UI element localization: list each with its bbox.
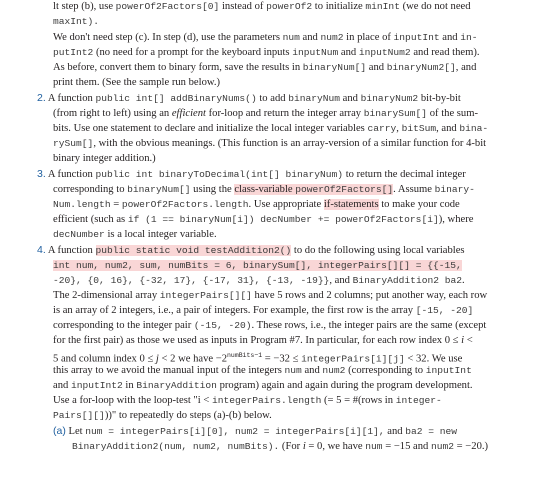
code-span: bina-: [459, 123, 489, 134]
code-span: minInt: [365, 1, 400, 12]
text-span: 5 and column index 0 ≤: [53, 353, 156, 365]
text-span: program) again and again during the program development.: [216, 380, 473, 391]
code-span: integerPairs.length: [211, 395, 322, 406]
code-span: bitSum: [401, 123, 437, 134]
text-span: and: [439, 32, 461, 43]
text-span: = 0, we have: [305, 441, 366, 452]
text-line: [53, 349, 463, 365]
text-span: in: [122, 380, 137, 391]
code-span: num: [365, 441, 383, 452]
text-line: [37, 92, 461, 105]
code-span: powerOf2Factors[]: [295, 184, 394, 195]
text-span: (corresponding to: [345, 365, 426, 376]
text-span: Let: [65, 426, 86, 437]
code-span: binaryNum: [288, 93, 341, 104]
text-span: to add: [256, 93, 289, 104]
text-span: corresponding to: [53, 184, 128, 195]
text-span: of the sum-: [427, 108, 478, 119]
text-span: ,: [396, 123, 402, 134]
code-span: inputNum2: [358, 47, 411, 58]
text-span: . Assume: [393, 184, 435, 195]
text-span: bit-by-bit: [418, 93, 461, 104]
text-span: in place of: [343, 32, 394, 43]
text-line: [53, 137, 486, 150]
text-span: instead of: [219, 1, 267, 12]
code-span: binary-: [434, 184, 475, 195]
code-span: public int binaryToDecimal(int[] binaryNum): [95, 169, 344, 180]
text-span: print them. (See the sample run below.): [53, 77, 221, 88]
text-span: have 5 rows and 2 columns; put another way, each row: [251, 290, 488, 301]
text-line: [53, 76, 220, 89]
code-span: maxInt).: [53, 16, 100, 27]
text-span: and: [301, 365, 323, 376]
text-span: to make your code: [378, 199, 460, 210]
text-span: < 32. We use: [404, 353, 463, 365]
text-span: i: [461, 335, 465, 346]
code-span: (-15, -20): [193, 320, 252, 331]
text-span: bits. Use one statement to declare and initialize the local integer variables: [53, 123, 368, 134]
text-line: [53, 107, 478, 120]
code-span: inputInt2: [70, 380, 123, 391]
list-number: 2.: [37, 92, 46, 104]
text-span: to return the decimal integer: [343, 169, 466, 180]
code-span: BinaryAddition: [136, 380, 217, 391]
text-line: [53, 198, 460, 211]
text-line: [53, 409, 272, 422]
text-span: (no need for a prompt for the keyboard inputs: [93, 47, 293, 58]
text-line: [53, 259, 462, 272]
text-span: , and: [329, 275, 353, 286]
text-line: [53, 304, 473, 317]
text-span: = −32 ≤: [262, 353, 302, 365]
list-number: 3.: [37, 168, 46, 180]
text-line: [53, 122, 488, 135]
text-span: is a local integer variable.: [104, 229, 217, 240]
list-number: (a): [53, 425, 66, 437]
text-line: [53, 334, 473, 347]
code-span: carry: [367, 123, 397, 134]
text-span: (For: [279, 441, 303, 452]
text-span: using the: [190, 184, 235, 195]
code-span: powerOf2: [266, 1, 313, 12]
text-line: [53, 425, 457, 438]
text-span: = −15 and: [382, 441, 431, 452]
text-line: [53, 394, 442, 407]
text-span: = −20.): [454, 441, 489, 452]
text-span: and: [338, 47, 359, 58]
text-span: < 2 we have −2: [158, 353, 228, 365]
code-span: int num, num2, sum, numBits = 6, binarySum[], integerPairs[][] = {{-15,: [53, 260, 462, 271]
text-line: [37, 244, 465, 257]
text-span: and read them).: [410, 47, 480, 58]
code-span: num: [284, 365, 302, 376]
text-span: and: [384, 426, 406, 437]
text-line: [53, 15, 99, 28]
code-span: binaryNum2: [360, 93, 419, 104]
text-line: [53, 364, 472, 377]
code-span: num2: [322, 365, 346, 376]
code-span: num: [282, 32, 300, 43]
text-span: to initialize: [312, 1, 366, 12]
text-span: (= 5 = #(rows in: [321, 395, 396, 406]
text-span: ), where: [438, 214, 474, 225]
text-line: [53, 379, 473, 392]
text-line: [53, 319, 486, 332]
text-span: (from right to left) using an: [53, 108, 172, 119]
code-span: binarySum[]: [363, 108, 428, 119]
code-span: BinaryAddition2 ba2: [352, 275, 462, 286]
text-span: <: [464, 335, 473, 346]
code-span: Pairs[][]: [53, 410, 105, 421]
code-span: in-: [460, 32, 478, 43]
code-span: num2: [431, 441, 455, 452]
text-line: [53, 228, 217, 241]
text-span: , and: [455, 62, 477, 73]
text-span: Use a for-loop with the loop-test "i <: [53, 395, 212, 406]
text-span: We don't need step (c). In step (d), use the parameters: [53, 32, 283, 43]
text-line: [53, 0, 471, 13]
code-span: public static void testAddition2(): [95, 245, 292, 256]
text-span: and: [340, 93, 361, 104]
code-span: decNumber: [53, 229, 105, 240]
text-span: binary integer addition.): [53, 153, 156, 164]
text-span: As before, convert them to binary form, save the results in: [53, 62, 303, 73]
code-span: num2: [320, 32, 344, 43]
text-span: and: [53, 380, 71, 391]
text-line: [53, 289, 487, 302]
text-span: numBits−1: [227, 352, 263, 359]
code-span: inputNum: [292, 47, 339, 58]
text-span: . Use appropriate: [248, 199, 324, 210]
text-line: [53, 183, 475, 196]
code-span: binaryNum[]: [302, 62, 367, 73]
code-span: integerPairs[i][j]: [301, 353, 405, 365]
code-span: integer-: [395, 395, 442, 406]
code-span: integerPairs[][]: [159, 290, 252, 301]
text-line: [53, 61, 476, 74]
text-span: ))" to repeatedly do steps (a)-(b) below.: [104, 410, 272, 421]
text-span: class-variable: [234, 184, 296, 195]
code-span: ba2 = new: [405, 426, 458, 437]
code-span: rySum[]: [53, 138, 94, 149]
code-span: powerOf2Factors[0]: [115, 1, 220, 12]
text-span: The 2-dimensional array: [53, 290, 160, 301]
list-number: 4.: [37, 244, 46, 256]
text-span: A function: [45, 169, 96, 180]
text-span: if-statements: [323, 199, 379, 210]
code-span: binaryNum[]: [127, 184, 191, 195]
code-span: [-15, -20]: [415, 305, 474, 316]
text-span: (we do not need: [399, 1, 471, 12]
text-line: [53, 152, 156, 165]
text-line: [53, 46, 480, 59]
text-span: for-loop and return the integer array: [205, 108, 364, 119]
text-span: , with the obvious meanings. (This function is an array-version of a similar function for 4-bit: [93, 138, 487, 149]
code-span: num = integerPairs[i][0], num2 = integerPairs[i][1],: [85, 426, 385, 437]
text-span: efficient: [171, 108, 206, 119]
text-line: [37, 168, 466, 181]
code-span: Num.length: [53, 199, 111, 210]
text-span: corresponding to the integer pair: [53, 320, 194, 331]
text-span: and: [299, 32, 321, 43]
text-span: i: [302, 441, 306, 452]
text-span: efficient (such as: [53, 214, 128, 225]
text-span: A function: [45, 245, 96, 256]
text-line: [53, 213, 473, 226]
code-span: if (1 == binaryNum[i]) decNumber += powerOf2Factors[i]: [127, 214, 439, 225]
text-span: A function: [45, 93, 96, 104]
text-span: . These rows, i.e., the integer pairs are the same (except: [251, 320, 487, 331]
text-span: .: [462, 275, 465, 286]
code-span: -20}, {0, 16}, {-32, 17}, {-17, 31}, {-13, -19}}: [53, 275, 330, 286]
text-line: [72, 440, 488, 453]
code-span: inputInt: [393, 32, 440, 43]
text-span: lt step (b), use: [53, 1, 116, 12]
text-span: to do the following using local variables: [291, 245, 465, 256]
code-span: inputInt: [425, 365, 472, 376]
text-span: is an array of 2 integers, i.e., a pair of integers. For example, the first row is the array: [53, 305, 416, 316]
text-span: j: [155, 353, 159, 365]
text-span: for the first pair) as those we used as inputs in Program #7. In particular, for each row index 0 ≤: [53, 335, 462, 346]
code-span: BinaryAddition2(num, num2, numBits).: [72, 441, 280, 452]
text-span: and: [366, 62, 387, 73]
code-span: putInt2: [53, 47, 94, 58]
text-span: this array to we avoid the manual input of the integers: [53, 365, 285, 376]
text-line: [53, 31, 477, 44]
text-span: , and: [436, 123, 460, 134]
code-span: public int[] addBinaryNums(): [95, 93, 257, 104]
text-line: [53, 274, 465, 287]
text-span: =: [110, 199, 122, 210]
code-span: powerOf2Factors.length: [121, 199, 249, 210]
code-span: binaryNum2[]: [386, 62, 456, 73]
